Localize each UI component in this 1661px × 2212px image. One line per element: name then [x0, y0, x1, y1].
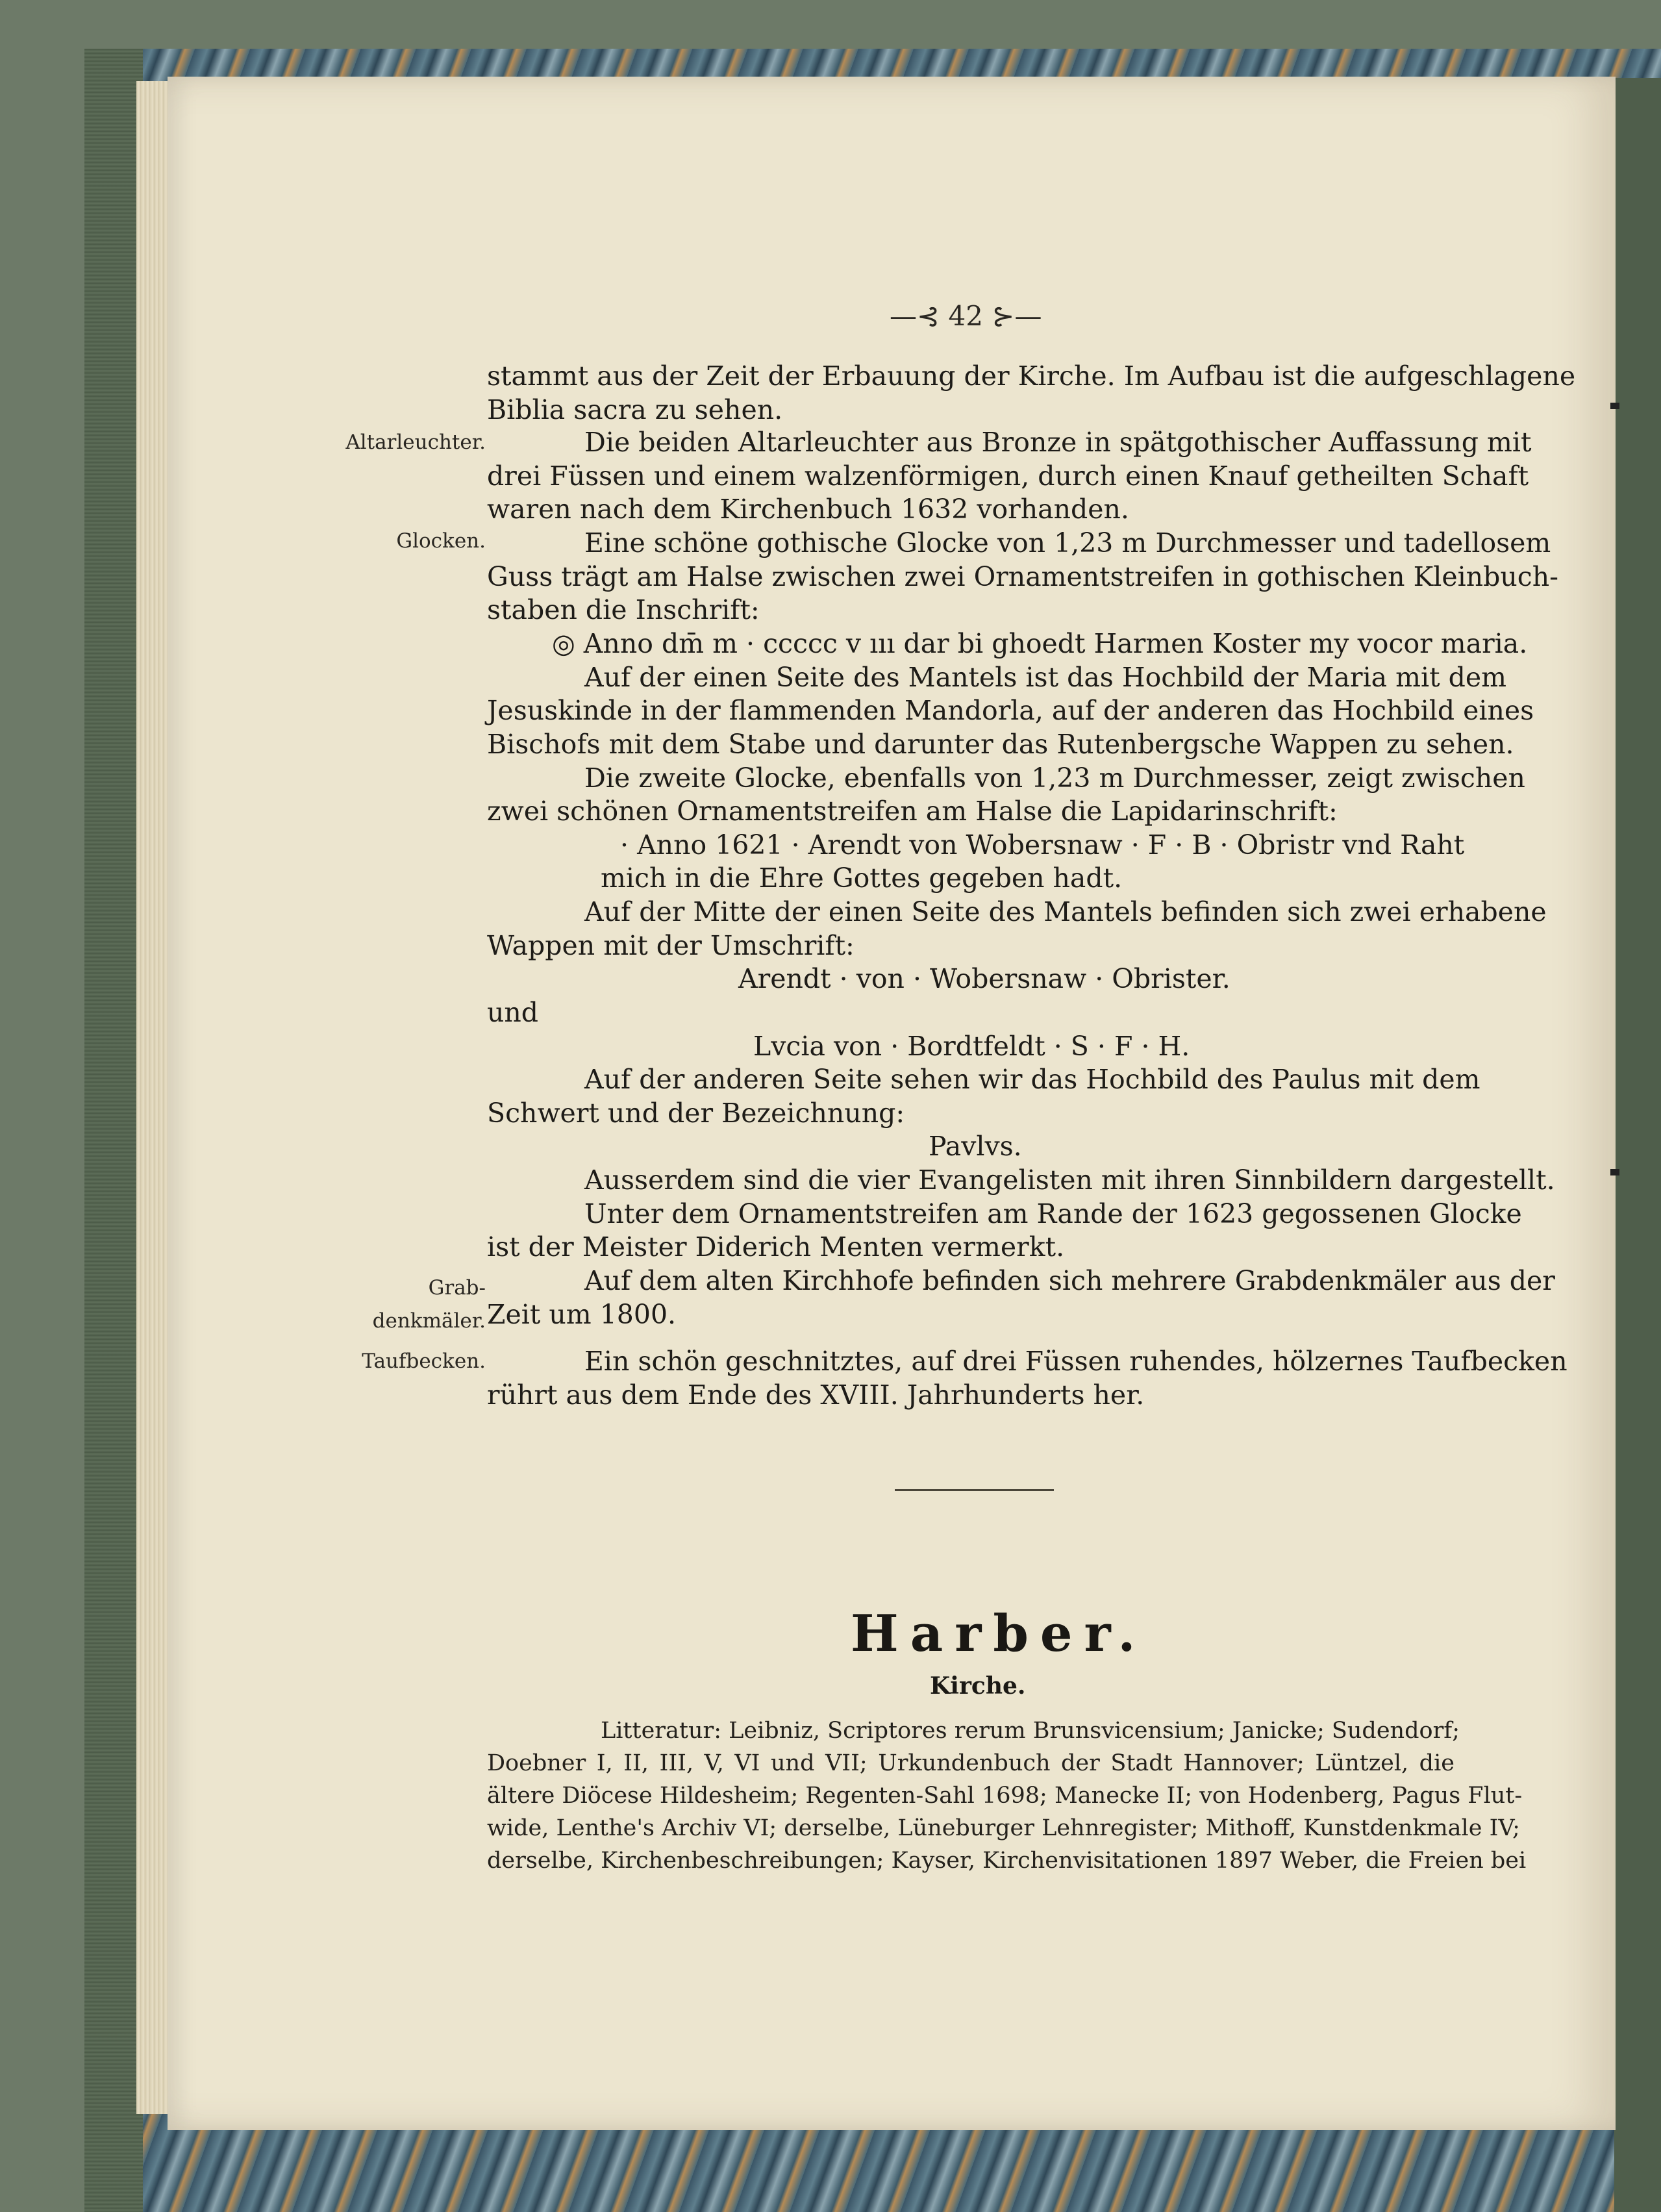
bell-inscription-1: ◎ Anno dm̄ m · ccccc v ııı dar bi ghoedt Harmen Koster my vocor maria.	[552, 628, 1528, 659]
book-spine	[84, 49, 143, 2212]
paulus-inscription: Pavlvs.	[929, 1131, 1022, 1162]
section-divider	[895, 1489, 1054, 1491]
section-subtitle: Kirche.	[930, 1672, 1026, 1700]
literature-line: Doebner I, II, III, V, VI und VII; Urkundenbuch der Stadt Hannover; Lüntzel, die	[487, 1750, 1455, 1776]
body-line: drei Füssen und einem walzenförmigen, durch einen Knauf getheilten Schaft	[487, 460, 1529, 492]
literature-line: Litteratur: Leibniz, Scriptores rerum Brunsvicensium; Janicke; Sudendorf;	[601, 1718, 1460, 1744]
body-line: Die zweite Glocke, ebenfalls von 1,23 m Durchmesser, zeigt zwischen	[584, 762, 1525, 794]
literature-line: wide, Lenthe's Archiv VI; derselbe, Lüneburger Lehnregister; Mithoff, Kunstdenkmale IV;	[487, 1815, 1520, 1841]
bell-inscription-2b: mich in die Ehre Gottes gegeben hadt.	[601, 862, 1123, 894]
section-title: Harber.	[851, 1604, 1147, 1663]
right-cover-edge	[1614, 78, 1661, 2212]
body-line: Schwert und der Bezeichnung:	[487, 1098, 905, 1129]
literature-line: ältere Diöcese Hildesheim; Regenten-Sahl 1698; Manecke II; von Hodenberg, Pagus Flut-	[487, 1783, 1523, 1809]
body-line: Ausserdem sind die vier Evangelisten mit ihren Sinnbildern dargestellt.	[584, 1164, 1555, 1196]
coat-inscription-2: Lvcia von · Bordtfeldt · S · F · H.	[753, 1031, 1190, 1062]
body-line: stammt aus der Zeit der Erbauung der Kirche. Im Aufbau ist die aufgeschlagene	[487, 360, 1576, 392]
body-line: Auf der anderen Seite sehen wir das Hochbild des Paulus mit dem	[584, 1064, 1480, 1095]
coat-inscription-1: Arendt · von · Wobersnaw · Obrister.	[738, 963, 1230, 994]
body-line: Auf der Mitte der einen Seite des Mantels befinden sich zwei erhabene	[584, 896, 1547, 927]
margin-note-grab-1: Grab-	[428, 1276, 486, 1300]
body-line: Guss trägt am Halse zwischen zwei Ornamentstreifen in gothischen Kleinbuch-	[487, 561, 1559, 592]
body-line: Biblia sacra zu sehen.	[487, 394, 783, 425]
margin-note-glocken: Glocken.	[396, 529, 486, 553]
body-line: ist der Meister Diderich Menten vermerkt.	[487, 1231, 1065, 1263]
body-line: Die beiden Altarleuchter aus Bronze in spätgothischer Auffassung mit	[584, 427, 1532, 458]
page-number: —⊰ 42 ⊱—	[890, 300, 1042, 332]
body-line: Zeit um 1800.	[487, 1299, 677, 1330]
body-line: waren nach dem Kirchenbuch 1632 vorhanden.	[487, 494, 1129, 525]
margin-note-altarleuchter: Altarleuchter.	[345, 431, 486, 454]
body-line: Jesuskinde in der flammenden Mandorla, auf der anderen das Hochbild eines	[487, 695, 1534, 726]
body-line: und	[487, 997, 539, 1028]
body-line: Auf der einen Seite des Mantels ist das Hochbild der Maria mit dem	[584, 662, 1507, 693]
margin-note-grab-2: denkmäler.	[372, 1309, 486, 1333]
body-line: staben die Inschrift:	[487, 594, 760, 625]
body-line: Ein schön geschnitztes, auf drei Füssen ruhendes, hölzernes Taufbecken	[584, 1346, 1567, 1377]
body-line: rührt aus dem Ende des XVIII. Jahrhunderts her.	[487, 1379, 1145, 1411]
body-line: Auf dem alten Kirchhofe befinden sich mehrere Grabdenkmäler aus der	[584, 1265, 1555, 1296]
bell-inscription-2: · Anno 1621 · Arendt von Wobersnaw · F · B · Obristr vnd Raht	[620, 829, 1465, 861]
margin-note-taufbecken: Taufbecken.	[362, 1350, 486, 1373]
body-line: Wappen mit der Umschrift:	[487, 930, 855, 961]
body-line: Bischofs mit dem Stabe und darunter das Rutenbergsche Wappen zu sehen.	[487, 729, 1514, 760]
body-line: Unter dem Ornamentstreifen am Rande der 1623 gegossenen Glocke	[584, 1198, 1522, 1229]
body-line: Eine schöne gothische Glocke von 1,23 m Durchmesser und tadellosem	[584, 527, 1551, 559]
page-tab-mark	[1610, 1169, 1619, 1175]
page-tab-mark	[1610, 403, 1619, 409]
literature-line: derselbe, Kirchenbeschreibungen; Kayser, Kirchenvisitationen 1897 Weber, die Freien bei	[487, 1848, 1527, 1874]
body-line: zwei schönen Ornamentstreifen am Halse die Lapidarinschrift:	[487, 796, 1338, 827]
